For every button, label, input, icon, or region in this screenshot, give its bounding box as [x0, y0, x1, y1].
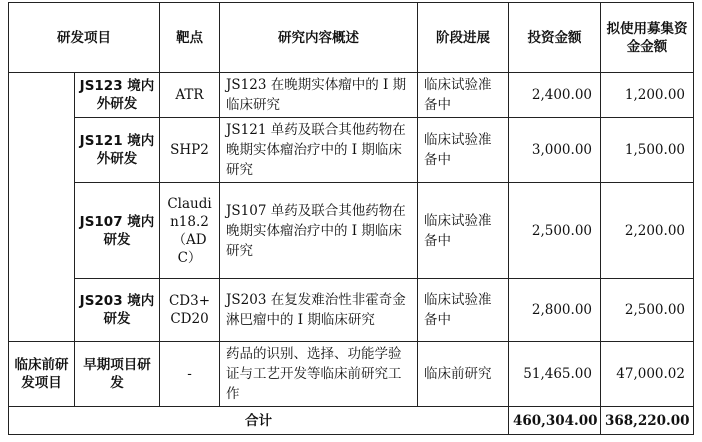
target-cell: -	[160, 342, 220, 407]
table-row	[9, 73, 694, 118]
stage-cell: 临床试验准备中	[418, 279, 509, 342]
header-target: 靶点	[160, 3, 220, 73]
content-cell: JS123 在晚期实体瘤中的 I 期临床研究	[220, 73, 418, 118]
project-cell: 早期项目研发	[75, 342, 160, 407]
raised-cell: 1,500.00	[601, 118, 694, 183]
stage-cell: 临床前研究	[418, 342, 509, 407]
header-row	[9, 3, 694, 73]
project-cell: JS107 境内研发	[75, 183, 160, 279]
target-cell: SHP2	[160, 118, 220, 183]
target-cell: CD3+CD20	[160, 279, 220, 342]
stage-cell: 临床试验准备中	[418, 118, 509, 183]
raised-cell: 47,000.02	[601, 342, 694, 407]
category-cell-preclinical: 临床前研发项目	[9, 342, 75, 407]
table-row	[9, 118, 694, 183]
investment-cell: 2,800.00	[509, 279, 601, 342]
header-content: 研究内容概述	[220, 3, 418, 73]
rd-projects-table	[8, 2, 694, 435]
table-row	[9, 342, 694, 407]
stage-cell: 临床试验准备中	[418, 73, 509, 118]
investment-cell: 2,500.00	[509, 183, 601, 279]
raised-cell: 2,200.00	[601, 183, 694, 279]
total-raised: 368,220.00	[601, 407, 694, 435]
project-cell: JS203 境内研发	[75, 279, 160, 342]
total-row	[9, 407, 694, 435]
table-container	[8, 2, 693, 435]
header-project: 研发项目	[9, 3, 160, 73]
raised-cell: 1,200.00	[601, 73, 694, 118]
table-row	[9, 279, 694, 342]
content-cell: JS107 单药及联合其他药物在晚期实体瘤治疗中的 I 期临床研究	[220, 183, 418, 279]
total-label: 合计	[9, 407, 509, 435]
project-cell: JS121 境内外研发	[75, 118, 160, 183]
header-stage: 阶段进展	[418, 3, 509, 73]
content-cell: 药品的识别、选择、功能学验证与工艺开发等临床前研究工作	[220, 342, 418, 407]
investment-cell: 2,400.00	[509, 73, 601, 118]
project-cell: JS123 境内外研发	[75, 73, 160, 118]
total-investment: 460,304.00	[509, 407, 601, 435]
category-cell-clinical	[9, 73, 75, 342]
content-cell: JS203 在复发难治性非霍奇金淋巴瘤中的 I 期临床研究	[220, 279, 418, 342]
investment-cell: 51,465.00	[509, 342, 601, 407]
content-cell: JS121 单药及联合其他药物在晚期实体瘤治疗中的 I 期临床研究	[220, 118, 418, 183]
raised-cell: 2,500.00	[601, 279, 694, 342]
target-cell: ATR	[160, 73, 220, 118]
header-raised: 拟使用募集资金金额	[601, 3, 694, 73]
table-row	[9, 183, 694, 279]
stage-cell: 临床试验准备中	[418, 183, 509, 279]
header-investment: 投资金额	[509, 3, 601, 73]
target-cell: Claudin18.2（ADC）	[160, 183, 220, 279]
investment-cell: 3,000.00	[509, 118, 601, 183]
